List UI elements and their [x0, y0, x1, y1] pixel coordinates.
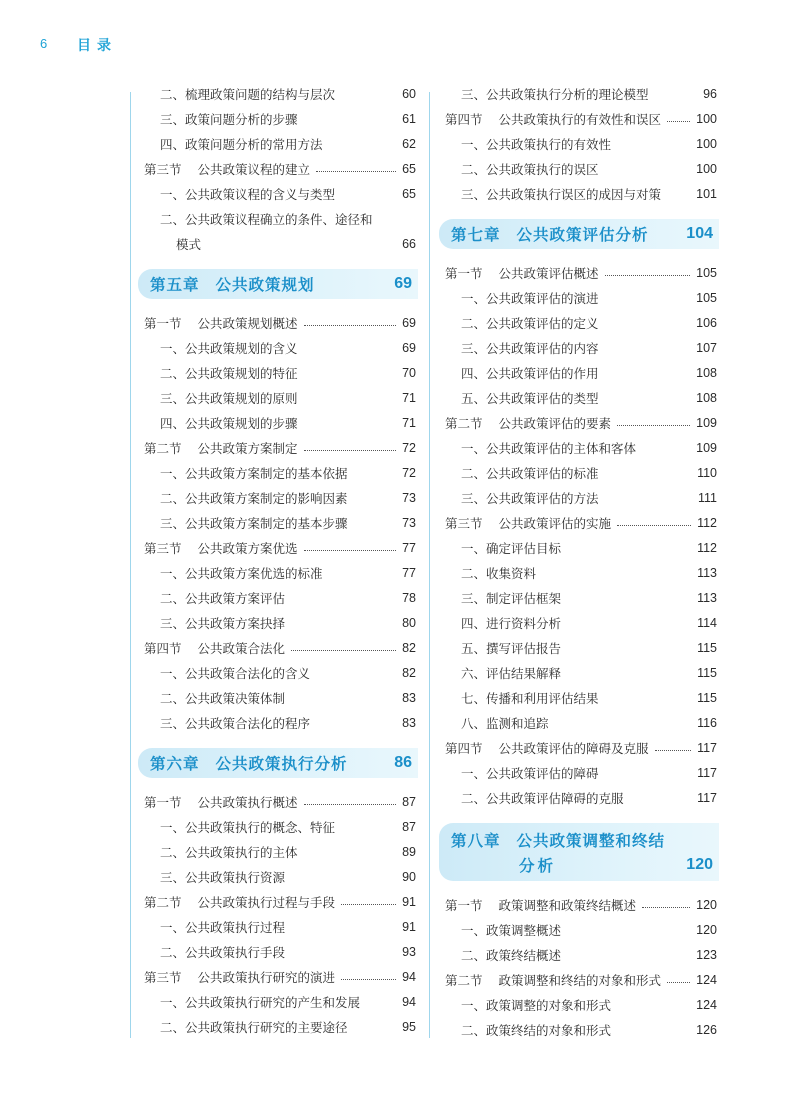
chapter-number: 第八章 [451, 831, 501, 850]
section-label: 第四节 [144, 641, 182, 656]
entry-title: 二、梳理政策问题的结构与层次 [160, 87, 336, 102]
entry-title: 二、公共政策执行研究的主要途径 [160, 1020, 348, 1035]
toc-subsection-entry[interactable] [136, 940, 418, 965]
toc-subsection-entry[interactable] [136, 661, 418, 686]
entry-title: 二、公共政策方案制定的影响因素 [160, 491, 348, 506]
entry-page-number: 100 [696, 162, 717, 176]
entry-page-number: 77 [402, 566, 416, 580]
entry-title: 公共政策执行的有效性和误区 [498, 112, 662, 127]
toc-subsection-entry[interactable] [437, 636, 719, 661]
section-label: 第三节 [144, 162, 182, 177]
toc-subsection-entry[interactable] [136, 336, 418, 361]
entry-page-number: 124 [696, 973, 717, 987]
entry-page-number: 105 [696, 266, 717, 280]
section-label: 第四节 [445, 112, 483, 127]
chapter-heading-5[interactable] [138, 269, 418, 299]
entry-title: 二、政策终结的对象和形式 [461, 1023, 612, 1038]
chapter-page: 120 [686, 855, 713, 873]
entry-title: 公共政策评估的障碍及克服 [498, 741, 649, 756]
toc-section-entry[interactable] [136, 436, 418, 461]
chapter-number: 第七章 [451, 226, 501, 244]
left-column [136, 82, 418, 1040]
toc-subsection-entry[interactable] [437, 586, 719, 611]
chapter-number: 第六章 [150, 755, 200, 773]
entry-title: 三、公共政策评估的方法 [461, 491, 599, 506]
entry-page-number: 115 [697, 666, 717, 680]
section-label: 第二节 [144, 441, 182, 456]
toc-section-entry[interactable] [136, 790, 418, 815]
toc-subsection-entry[interactable] [136, 207, 418, 232]
dot-leader [667, 120, 690, 122]
entry-title: 二、收集资料 [461, 566, 537, 581]
entry-page-number: 126 [696, 1023, 717, 1037]
entry-title: 一、公共政策议程的含义与类型 [160, 187, 336, 202]
entry-page-number: 109 [696, 441, 717, 455]
entry-page-number: 72 [402, 441, 416, 455]
entry-title: 一、公共政策执行的概念、特征 [160, 820, 336, 835]
right-column [437, 82, 719, 1043]
entry-page-number: 115 [697, 641, 717, 655]
toc-section-entry[interactable] [437, 893, 719, 918]
toc-subsection-entry[interactable] [136, 1015, 418, 1040]
entry-page-number: 116 [697, 716, 717, 730]
toc-subsection-entry[interactable] [437, 536, 719, 561]
entry-page-number: 117 [697, 741, 717, 755]
toc-block [437, 261, 719, 811]
entry-page-number: 112 [697, 541, 717, 555]
entry-title: 公共政策议程的建立 [197, 162, 311, 177]
entry-title: 公共政策评估概述 [498, 266, 599, 281]
toc-subsection-entry[interactable] [136, 711, 418, 736]
toc-section-entry[interactable] [136, 965, 418, 990]
toc-subsection-entry[interactable] [136, 486, 418, 511]
chapter-page: 69 [394, 275, 412, 292]
entry-page-number: 109 [696, 416, 717, 430]
chapter-heading-8[interactable] [439, 823, 719, 881]
entry-title: 公共政策执行研究的演进 [197, 970, 336, 985]
entry-page-number: 111 [697, 491, 717, 505]
dot-leader [617, 424, 690, 426]
entry-title: 公共政策方案制定 [197, 441, 298, 456]
dot-leader [291, 649, 396, 651]
dot-leader [667, 981, 690, 983]
chapter-heading-6[interactable] [138, 748, 418, 778]
entry-page-number: 69 [402, 341, 416, 355]
entry-page-number: 105 [696, 291, 717, 305]
entry-title: 一、公共政策评估的主体和客体 [461, 441, 637, 456]
chapter-title: 公共政策调整和终结 [516, 831, 666, 850]
entry-title: 三、公共政策合法化的程序 [160, 716, 311, 731]
toc-subsection-entry[interactable] [437, 132, 719, 157]
entry-page-number: 66 [402, 237, 416, 251]
toc-subsection-entry[interactable] [437, 361, 719, 386]
toc-subsection-entry[interactable] [437, 918, 719, 943]
entry-page-number: 71 [402, 416, 416, 430]
entry-page-number: 91 [402, 895, 416, 909]
toc-subsection-entry[interactable] [136, 82, 418, 107]
entry-title: 四、政策问题分析的常用方法 [160, 137, 323, 152]
toc-subsection-entry[interactable] [136, 132, 418, 157]
entry-title: 一、公共政策执行研究的产生和发展 [160, 995, 361, 1010]
entry-title: 一、公共政策方案制定的基本依据 [160, 466, 348, 481]
entry-page-number: 83 [402, 691, 416, 705]
entry-title: 六、评估结果解释 [461, 666, 562, 681]
section-label: 第三节 [144, 970, 182, 985]
section-title: 目录 [77, 38, 117, 54]
section-label: 第二节 [445, 973, 483, 988]
chapter-title: 公共政策评估分析 [516, 226, 649, 244]
entry-page-number: 120 [696, 923, 717, 937]
entry-page-number: 113 [697, 591, 717, 605]
entry-title: 政策调整和政策终结概述 [498, 898, 637, 913]
entry-title: 三、公共政策规划的原则 [160, 391, 298, 406]
toc-subsection-entry[interactable] [437, 761, 719, 786]
toc-subsection-entry[interactable] [437, 993, 719, 1018]
entry-page-number: 123 [696, 948, 717, 962]
entry-page-number: 72 [402, 466, 416, 480]
toc-subsection-entry[interactable] [136, 990, 418, 1015]
entry-title: 公共政策评估的实施 [498, 516, 612, 531]
entry-title: 二、公共政策议程确立的条件、途径和 [160, 212, 373, 227]
entry-title: 模式 [176, 237, 202, 252]
section-label: 第一节 [144, 316, 182, 331]
entry-page-number: 117 [697, 791, 717, 805]
entry-title: 二、公共政策执行的误区 [461, 162, 599, 177]
toc-block [136, 311, 418, 736]
toc-subsection-entry[interactable] [437, 436, 719, 461]
entry-page-number: 87 [402, 795, 416, 809]
entry-title: 一、公共政策执行过程 [160, 920, 286, 935]
entry-page-number: 106 [696, 316, 717, 330]
toc-subsection-entry[interactable] [437, 311, 719, 336]
toc-subsection-entry[interactable] [136, 386, 418, 411]
entry-title: 二、政策终结概述 [461, 948, 562, 963]
entry-page-number: 82 [402, 666, 416, 680]
chapter-page: 86 [394, 754, 412, 771]
toc-subsection-entry[interactable] [437, 386, 719, 411]
entry-title: 二、公共政策方案评估 [160, 591, 286, 606]
entry-page-number: 60 [402, 87, 416, 101]
toc-subsection-entry[interactable] [437, 686, 719, 711]
dot-leader [642, 906, 690, 908]
entry-title: 一、确定评估目标 [461, 541, 562, 556]
entry-title: 五、公共政策评估的类型 [461, 391, 599, 406]
toc-subsection-entry[interactable] [136, 232, 418, 257]
entry-page-number: 91 [402, 920, 416, 934]
entry-title: 二、公共政策评估障碍的克服 [461, 791, 624, 806]
entry-page-number: 70 [402, 366, 416, 380]
toc-section-entry[interactable] [437, 107, 719, 132]
entry-title: 三、政策问题分析的步骤 [160, 112, 298, 127]
toc-subsection-entry[interactable] [437, 786, 719, 811]
entry-title: 一、公共政策规划的含义 [160, 341, 298, 356]
dot-leader [316, 170, 396, 172]
dot-leader [605, 274, 691, 276]
section-label: 第一节 [445, 898, 483, 913]
right-column-rule [429, 92, 430, 1038]
toc-subsection-entry[interactable] [437, 943, 719, 968]
entry-title: 公共政策评估的要素 [498, 416, 612, 431]
entry-title: 一、公共政策合法化的含义 [160, 666, 311, 681]
entry-title: 一、政策调整的对象和形式 [461, 998, 612, 1013]
toc-section-entry[interactable] [437, 261, 719, 286]
entry-page-number: 120 [696, 898, 717, 912]
toc-block [437, 82, 719, 207]
entry-title: 四、公共政策规划的步骤 [160, 416, 298, 431]
dot-leader [617, 524, 691, 526]
entry-page-number: 95 [402, 1020, 416, 1034]
entry-title: 二、公共政策决策体制 [160, 691, 286, 706]
toc-subsection-entry[interactable] [437, 611, 719, 636]
toc-section-entry[interactable] [437, 736, 719, 761]
entry-page-number: 117 [697, 766, 717, 780]
entry-page-number: 65 [402, 162, 416, 176]
dot-leader [304, 549, 397, 551]
toc-subsection-entry[interactable] [437, 486, 719, 511]
entry-page-number: 94 [402, 970, 416, 984]
entry-page-number: 89 [402, 845, 416, 859]
toc-section-entry[interactable] [136, 890, 418, 915]
section-label: 第一节 [144, 795, 182, 810]
toc-subsection-entry[interactable] [136, 461, 418, 486]
entry-title: 二、公共政策评估的标准 [461, 466, 599, 481]
chapter-title: 公共政策规划 [215, 276, 315, 294]
entry-title: 三、公共政策执行分析的理论模型 [461, 87, 649, 102]
entry-page-number: 83 [402, 716, 416, 730]
dot-leader [655, 749, 692, 751]
entry-title: 二、公共政策执行手段 [160, 945, 286, 960]
entry-title: 三、公共政策评估的内容 [461, 341, 599, 356]
toc-subsection-entry[interactable] [136, 686, 418, 711]
toc-subsection-entry[interactable] [437, 561, 719, 586]
dot-leader [304, 449, 397, 451]
entry-page-number: 78 [402, 591, 416, 605]
entry-title: 公共政策规划概述 [197, 316, 298, 331]
entry-title: 三、公共政策执行资源 [160, 870, 286, 885]
entry-title: 三、公共政策方案抉择 [160, 616, 286, 631]
toc-subsection-entry[interactable] [136, 361, 418, 386]
toc-section-entry[interactable] [437, 968, 719, 993]
entry-page-number: 124 [696, 998, 717, 1012]
dot-leader [304, 324, 397, 326]
toc-subsection-entry[interactable] [437, 82, 719, 107]
entry-page-number: 108 [696, 391, 717, 405]
entry-title: 公共政策方案优选 [197, 541, 298, 556]
entry-title: 公共政策执行过程与手段 [197, 895, 336, 910]
entry-page-number: 110 [697, 466, 717, 480]
entry-page-number: 113 [697, 566, 717, 580]
toc-subsection-entry[interactable] [136, 865, 418, 890]
toc-subsection-entry[interactable] [136, 840, 418, 865]
entry-title: 一、公共政策评估的演进 [461, 291, 599, 306]
entry-title: 二、公共政策评估的定义 [461, 316, 599, 331]
entry-title: 三、公共政策执行误区的成因与对策 [461, 187, 662, 202]
toc-subsection-entry[interactable] [437, 286, 719, 311]
toc-subsection-entry[interactable] [136, 561, 418, 586]
toc-subsection-entry[interactable] [437, 711, 719, 736]
toc-block [136, 82, 418, 257]
dot-leader [304, 803, 397, 805]
entry-title: 八、监测和追踪 [461, 716, 549, 731]
entry-page-number: 114 [697, 616, 717, 630]
page-number: 6 [40, 36, 48, 51]
entry-title: 公共政策执行概述 [197, 795, 298, 810]
entry-page-number: 94 [402, 995, 416, 1009]
entry-page-number: 96 [703, 87, 717, 101]
section-label: 第二节 [445, 416, 483, 431]
toc-block [437, 893, 719, 1043]
toc-subsection-entry[interactable] [136, 915, 418, 940]
toc-subsection-entry[interactable] [136, 611, 418, 636]
entry-title: 二、公共政策规划的特征 [160, 366, 298, 381]
toc-subsection-entry[interactable] [136, 182, 418, 207]
entry-title: 政策调整和终结的对象和形式 [498, 973, 662, 988]
entry-page-number: 93 [402, 945, 416, 959]
toc-subsection-entry[interactable] [136, 411, 418, 436]
entry-title: 公共政策合法化 [197, 641, 286, 656]
toc-subsection-entry[interactable] [136, 815, 418, 840]
chapter-number: 第五章 [150, 276, 200, 294]
entry-page-number: 62 [402, 137, 416, 151]
entry-page-number: 115 [697, 691, 717, 705]
entry-title: 三、公共政策方案制定的基本步骤 [160, 516, 348, 531]
entry-page-number: 100 [696, 112, 717, 126]
entry-page-number: 112 [697, 516, 717, 530]
entry-title: 一、公共政策评估的障碍 [461, 766, 599, 781]
section-label: 第一节 [445, 266, 483, 281]
section-label: 第四节 [445, 741, 483, 756]
dot-leader [341, 978, 396, 980]
toc-subsection-entry[interactable] [437, 157, 719, 182]
chapter-title: 公共政策执行分析 [215, 755, 348, 773]
entry-page-number: 80 [402, 616, 416, 630]
entry-title: 一、政策调整概述 [461, 923, 562, 938]
entry-page-number: 73 [402, 516, 416, 530]
toc-subsection-entry[interactable] [136, 107, 418, 132]
entry-page-number: 71 [402, 391, 416, 405]
entry-title: 二、公共政策执行的主体 [160, 845, 298, 860]
entry-title: 七、传播和利用评估结果 [461, 691, 599, 706]
left-column-rule [130, 92, 131, 1038]
entry-page-number: 107 [696, 341, 717, 355]
entry-page-number: 65 [402, 187, 416, 201]
chapter-heading-7[interactable] [439, 219, 719, 249]
chapter-page: 104 [686, 225, 713, 242]
toc-subsection-entry[interactable] [437, 661, 719, 686]
toc-subsection-entry[interactable] [437, 1018, 719, 1043]
toc-subsection-entry[interactable] [136, 511, 418, 536]
toc-subsection-entry[interactable] [437, 182, 719, 207]
section-label: 第三节 [144, 541, 182, 556]
section-label: 第二节 [144, 895, 182, 910]
toc-subsection-entry[interactable] [136, 586, 418, 611]
entry-page-number: 108 [696, 366, 717, 380]
entry-page-number: 100 [696, 137, 717, 151]
toc-block [136, 790, 418, 1040]
toc-section-entry[interactable] [437, 511, 719, 536]
toc-section-entry[interactable] [136, 311, 418, 336]
dot-leader [341, 903, 396, 905]
entry-title: 三、制定评估框架 [461, 591, 562, 606]
toc-subsection-entry[interactable] [437, 336, 719, 361]
toc-section-entry[interactable] [437, 411, 719, 436]
entry-page-number: 61 [402, 112, 416, 126]
entry-page-number: 90 [402, 870, 416, 884]
toc-section-entry[interactable] [136, 636, 418, 661]
toc-section-entry[interactable] [136, 157, 418, 182]
entry-page-number: 69 [402, 316, 416, 330]
entry-title: 四、进行资料分析 [461, 616, 562, 631]
entry-page-number: 87 [402, 820, 416, 834]
entry-page-number: 73 [402, 491, 416, 505]
entry-title: 一、公共政策执行的有效性 [461, 137, 612, 152]
toc-section-entry[interactable] [136, 536, 418, 561]
toc-subsection-entry[interactable] [437, 461, 719, 486]
chapter-title-continued: 分析 [519, 856, 557, 875]
entry-page-number: 82 [402, 641, 416, 655]
entry-title: 四、公共政策评估的作用 [461, 366, 599, 381]
entry-page-number: 101 [696, 187, 717, 201]
entry-page-number: 77 [402, 541, 416, 555]
section-label: 第三节 [445, 516, 483, 531]
entry-title: 五、撰写评估报告 [461, 641, 562, 656]
entry-title: 一、公共政策方案优选的标准 [160, 566, 323, 581]
